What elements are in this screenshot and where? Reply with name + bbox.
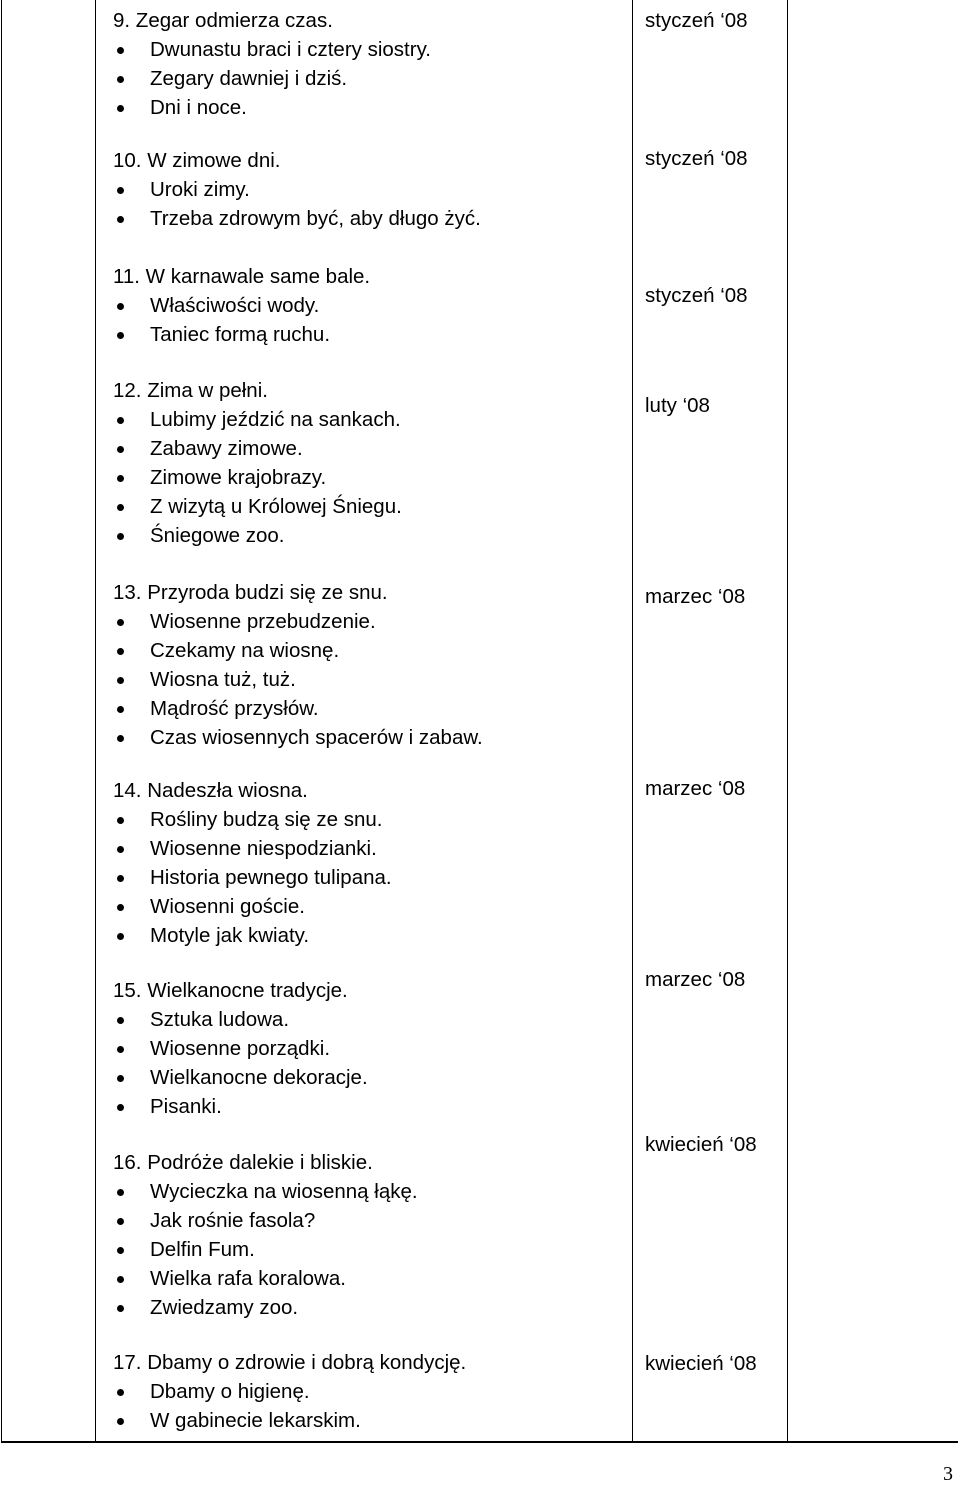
topic-date: marzec ‘08 <box>645 968 746 991</box>
list-item-text: Trzeba zdrowym być, aby długo żyć. <box>150 207 481 230</box>
list-item-text: Uroki zimy. <box>150 178 250 201</box>
bullet-icon <box>117 706 124 713</box>
bullet-icon <box>117 47 124 54</box>
list-item-text: Dwunastu braci i cztery siostry. <box>150 38 432 61</box>
list-item-text: Zwiedzamy zoo. <box>150 1296 299 1319</box>
list-item-text: Śniegowe zoo. <box>150 524 285 547</box>
list-item-text: W gabinecie lekarskim. <box>150 1409 361 1432</box>
topic-date: kwiecień ‘08 <box>645 1133 757 1156</box>
topic-title: 9. Zegar odmierza czas. <box>113 9 333 32</box>
bullet-icon <box>117 76 124 83</box>
bullet-icon <box>117 1218 124 1225</box>
list-item-text: Wielka rafa koralowa. <box>150 1267 346 1290</box>
list-item-text: Dni i noce. <box>150 96 247 119</box>
topic-date: marzec ‘08 <box>645 777 746 800</box>
bullet-icon <box>117 1075 124 1082</box>
list-item-text: Wiosenne przebudzenie. <box>150 610 376 633</box>
list-item-text: Jak rośnie fasola? <box>150 1209 316 1232</box>
list-item-text: Zegary dawniej i dziś. <box>150 67 348 90</box>
list-item-text: Czas wiosennych spacerów i zabaw. <box>150 726 483 749</box>
list-item-text: Pisanki. <box>150 1095 222 1118</box>
bullet-icon <box>117 475 124 482</box>
bullet-icon <box>117 817 124 824</box>
bullet-icon <box>117 303 124 310</box>
list-item-text: Rośliny budzą się ze snu. <box>150 808 383 831</box>
bullet-icon <box>117 187 124 194</box>
list-item-text: Motyle jak kwiaty. <box>150 924 310 947</box>
list-item-text: Wielkanocne dekoracje. <box>150 1066 368 1089</box>
page-number: 3 <box>943 1463 953 1485</box>
topic-date: styczeń ‘08 <box>645 147 748 170</box>
list-item-text: Taniec formą ruchu. <box>150 323 331 346</box>
list-item-text: Czekamy na wiosnę. <box>150 639 340 662</box>
bullet-icon <box>117 1418 124 1425</box>
list-item-text: Wycieczka na wiosenną łąkę. <box>150 1180 418 1203</box>
topic-title: 17. Dbamy o zdrowie i dobrą kondycję. <box>113 1351 467 1374</box>
list-item-text: Dbamy o higienę. <box>150 1380 310 1403</box>
list-item-text: Wiosenne niespodzianki. <box>150 837 377 860</box>
bullet-icon <box>117 533 124 540</box>
topic-date: styczeń ‘08 <box>645 9 748 32</box>
list-item-text: Zabawy zimowe. <box>150 437 303 460</box>
bullet-icon <box>117 105 124 112</box>
bullet-icon <box>117 875 124 882</box>
bullet-icon <box>117 417 124 424</box>
bullet-icon <box>117 933 124 940</box>
table-column-divider-2 <box>632 0 633 1442</box>
bullet-icon <box>117 216 124 223</box>
topic-title: 14. Nadeszła wiosna. <box>113 779 308 802</box>
list-item-text: Sztuka ludowa. <box>150 1008 290 1031</box>
list-item-text: Delfin Fum. <box>150 1238 255 1261</box>
bullet-icon <box>117 619 124 626</box>
bullet-icon <box>117 904 124 911</box>
bullet-icon <box>117 1247 124 1254</box>
bullet-icon <box>117 677 124 684</box>
topic-title: 16. Podróże dalekie i bliskie. <box>113 1151 373 1174</box>
bullet-icon <box>117 504 124 511</box>
topic-title: 15. Wielkanocne tradycje. <box>113 979 348 1002</box>
bullet-icon <box>117 1276 124 1283</box>
list-item-text: Zimowe krajobrazy. <box>150 466 327 489</box>
bullet-icon <box>117 1046 124 1053</box>
bullet-icon <box>117 1189 124 1196</box>
topic-title: 10. W zimowe dni. <box>113 149 281 172</box>
bullet-icon <box>117 846 124 853</box>
bullet-icon <box>117 1017 124 1024</box>
topic-title: 11. W karnawale same bale. <box>113 265 371 288</box>
table-bottom-border <box>1 1441 958 1443</box>
list-item-text: Właściwości wody. <box>150 294 320 317</box>
list-item-text: Wiosna tuż, tuż. <box>150 668 296 691</box>
list-item-text: Wiosenni goście. <box>150 895 305 918</box>
bullet-icon <box>117 332 124 339</box>
topic-date: marzec ‘08 <box>645 585 746 608</box>
table-column-divider-1 <box>95 0 96 1442</box>
list-item-text: Mądrość przysłów. <box>150 697 319 720</box>
table-left-border <box>1 0 2 1442</box>
bullet-icon <box>117 1305 124 1312</box>
bullet-icon <box>117 1389 124 1396</box>
list-item-text: Historia pewnego tulipana. <box>150 866 392 889</box>
topic-date: kwiecień ‘08 <box>645 1352 757 1375</box>
topic-title: 12. Zima w pełni. <box>113 379 268 402</box>
list-item-text: Wiosenne porządki. <box>150 1037 331 1060</box>
table-column-divider-3 <box>787 0 788 1442</box>
topic-title: 13. Przyroda budzi się ze snu. <box>113 581 388 604</box>
bullet-icon <box>117 1104 124 1111</box>
topic-date: styczeń ‘08 <box>645 284 748 307</box>
list-item-text: Lubimy jeździć na sankach. <box>150 408 401 431</box>
bullet-icon <box>117 446 124 453</box>
list-item-text: Z wizytą u Królowej Śniegu. <box>150 495 402 518</box>
bullet-icon <box>117 648 124 655</box>
topic-date: luty ‘08 <box>645 394 710 417</box>
bullet-icon <box>117 735 124 742</box>
